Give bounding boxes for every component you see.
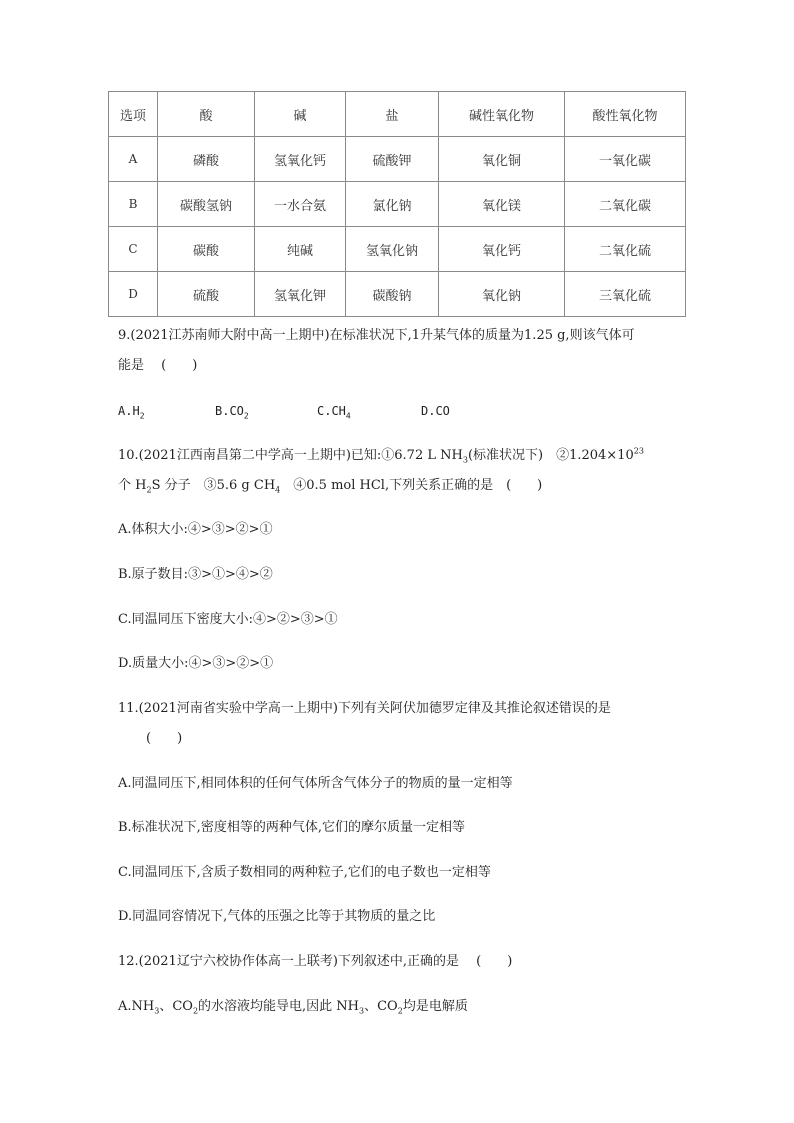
table-cell: 氢氧化钙 bbox=[255, 137, 346, 182]
question-10-stem-cont: 个 $H_2S$ 分子 ③5.6 g $CH_4$ ④0.5 mol HCl,下列关系正确的是 ( ) bbox=[118, 478, 543, 495]
table-header-cell: 酸 bbox=[158, 92, 255, 137]
question-9-option-c: $C.CH_4$ bbox=[317, 404, 351, 421]
table-cell: 氧化镁 bbox=[439, 182, 565, 227]
table-cell: 一水合氨 bbox=[255, 182, 346, 227]
question-9-stem: 9.(2021江苏南师大附中高一上期中)在标准状况下,1升某气体的质量为1.25 g,则该气体可 bbox=[118, 328, 635, 343]
table-header-cell: 选项 bbox=[109, 92, 158, 137]
option-label-cell: A bbox=[109, 137, 158, 182]
table-cell: 一氧化碳 bbox=[565, 137, 686, 182]
question-11-option-d: D.同温同容情况下,气体的压强之比等于其物质的量之比 bbox=[118, 909, 436, 924]
option-label-cell: C bbox=[109, 227, 158, 272]
table-header-row bbox=[109, 92, 686, 137]
table-cell: 磷酸 bbox=[158, 137, 255, 182]
question-9-options bbox=[118, 402, 450, 420]
table-cell: 氢氧化钾 bbox=[255, 272, 346, 317]
table-cell: 碳酸 bbox=[158, 227, 255, 272]
question-10-option-a: A.体积大小:④>③>②>① bbox=[118, 522, 273, 537]
question-11-option-c: C.同温同压下,含质子数相同的两种粒子,它们的电子数也一定相等 bbox=[118, 865, 491, 880]
question-12-option-a: $A.NH_3$、$CO_2$的水溶液均能导电,因此 $NH_3$、$CO_2$均是电解质 bbox=[118, 999, 468, 1016]
table-cell: 碳酸氢钠 bbox=[158, 182, 255, 227]
table-cell: 氧化钙 bbox=[439, 227, 565, 272]
table-row bbox=[109, 137, 686, 182]
table-row bbox=[109, 227, 686, 272]
question-10-option-d: D.质量大小:④>③>②>① bbox=[118, 656, 274, 671]
table-cell: 碳酸钠 bbox=[346, 272, 439, 317]
question-11-stem: 11.(2021河南省实验中学高一上期中)下列有关阿伏加德罗定律及其推论叙述错误的是 bbox=[118, 701, 611, 716]
table-cell: 硫酸钾 bbox=[346, 137, 439, 182]
table-cell: 氢氧化钠 bbox=[346, 227, 439, 272]
table-cell: 纯碱 bbox=[255, 227, 346, 272]
table-header-cell: 碱性氧化物 bbox=[439, 92, 565, 137]
option-label-cell: B bbox=[109, 182, 158, 227]
question-9-option-a: $A.H_2$ bbox=[118, 404, 145, 421]
classification-table bbox=[108, 91, 686, 317]
question-11-option-a: A.同温同压下,相同体积的任何气体所含气体分子的物质的量一定相等 bbox=[118, 776, 513, 791]
question-10-stem: 10.(2021江西南昌第二中学高一上期中)已知:①6.72 L $NH_3$(标准状况下) $②1.204\times 10^{23}$ bbox=[118, 446, 644, 465]
table-row bbox=[109, 272, 686, 317]
question-9-option-b: $B.CO_2$ bbox=[215, 404, 249, 421]
table-cell: 硫酸 bbox=[158, 272, 255, 317]
question-10-option-c: C.同温同压下密度大小:④>②>③>① bbox=[118, 612, 338, 627]
question-9-stem-cont: 能是 ( ) bbox=[118, 358, 198, 373]
table-cell: 三氧化硫 bbox=[565, 272, 686, 317]
table-header-cell: 碱 bbox=[255, 92, 346, 137]
table-cell: 二氧化碳 bbox=[565, 182, 686, 227]
table-cell: 氧化钠 bbox=[439, 272, 565, 317]
table-header-cell: 酸性氧化物 bbox=[565, 92, 686, 137]
table-cell: 氯化钠 bbox=[346, 182, 439, 227]
question-9-option-d: D.CO bbox=[421, 404, 450, 418]
table-cell: 二氧化硫 bbox=[565, 227, 686, 272]
question-11-stem-cont: ( ) bbox=[146, 731, 183, 746]
table-row bbox=[109, 182, 686, 227]
table-cell: 氧化铜 bbox=[439, 137, 565, 182]
question-10-option-b: B.原子数目:③>①>④>② bbox=[118, 567, 273, 582]
question-12-stem: 12.(2021辽宁六校协作体高一上联考)下列叙述中,正确的是 ( ) bbox=[118, 954, 513, 969]
question-11-option-b: B.标准状况下,密度相等的两种气体,它们的摩尔质量一定相等 bbox=[118, 820, 465, 835]
option-label-cell: D bbox=[109, 272, 158, 317]
table-header-cell: 盐 bbox=[346, 92, 439, 137]
